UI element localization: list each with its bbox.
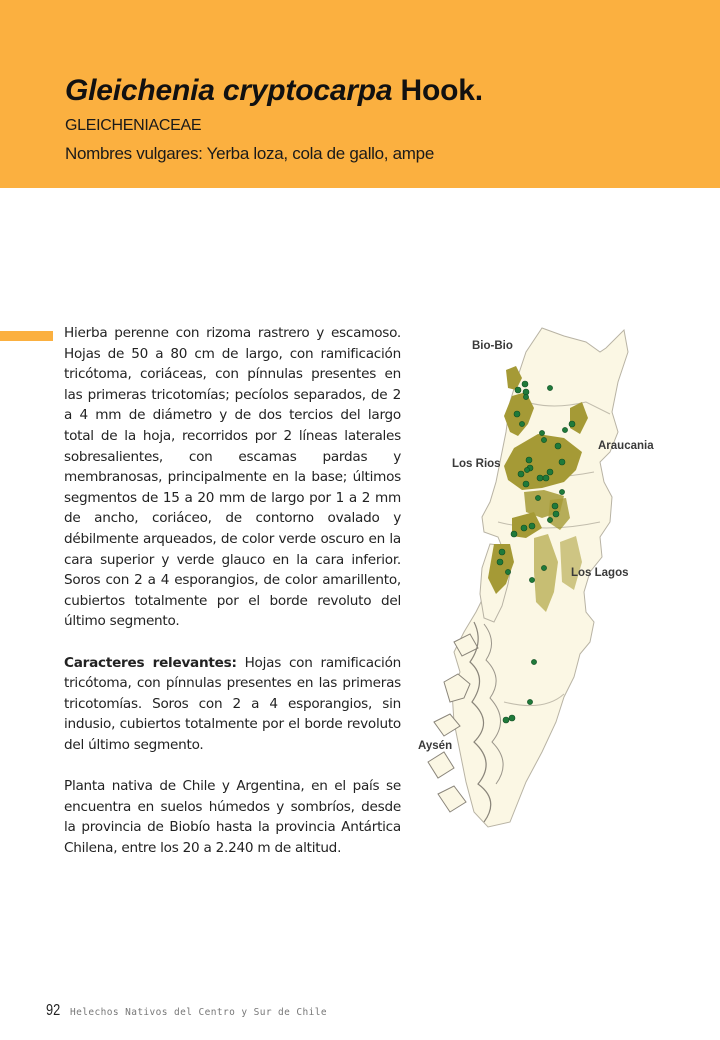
scientific-name: Gleichenia cryptocarpa bbox=[65, 74, 393, 107]
page-number: 92 bbox=[46, 1002, 61, 1019]
map-label-bio-bio: Bio-Bio bbox=[472, 340, 513, 352]
map-label-araucania: Araucania bbox=[598, 440, 654, 452]
page-footer bbox=[46, 1002, 327, 1020]
common-names: Nombres vulgares: Yerba loza, cola de gallo, ampe bbox=[65, 144, 434, 163]
title-banner bbox=[0, 0, 720, 188]
distribution-map bbox=[414, 322, 654, 832]
author-abbreviation: Hook. bbox=[400, 74, 483, 107]
species-description bbox=[64, 323, 401, 879]
map-label-aysen: Aysén bbox=[418, 740, 453, 752]
description-paragraph: Hierba perenne con rizoma rastrero y escamoso. Hojas de 50 a 80 cm de largo, con ramificación tricótoma, coriáceas, con pínnulas presentes en las primeras tricotomías; pecíolos separados, de 2 a 4 mm de diámetro y de dos tercios del largo total de la hoja, recorridos por 2 líneas laterales sobresalientes, con escamas pardas y membranosas, principalmente en la base; últimos segmentos de 15 a 20 mm de largo por 1 a 2 mm de ancho, coriáceo, de contorno ovalado y débilmente arqueados, de color verde oscuro en la cara superior y verde glauco en la cara inferior. Soros con 2 a 4 esporangios, de color amarillento, cubiertos totalmente por el borde revoluto del último segmento. bbox=[64, 325, 401, 630]
relevant-characters-paragraph bbox=[64, 653, 401, 756]
map-label-los-rios: Los Rios bbox=[452, 458, 501, 470]
distribution-paragraph: Planta nativa de Chile y Argentina, en el país se encuentra en suelos húmedos y sombríos, desde la provincia de Biobío hasta la provincia Antártica Chilena, entre los 20 a 2.240 m de altitud. bbox=[64, 778, 401, 856]
map-label-los-lagos: Los Lagos bbox=[571, 567, 629, 579]
relevant-characters-label: Caracteres relevantes: bbox=[64, 654, 237, 671]
relevant-characters-text: Hojas con ramificación tricótoma, con pínnulas presentes en las primeras tricotomías. Soros con 2 a 4 esporangios, sin indusio, cubiertos totalmente por el borde revoluto del último segmento. bbox=[64, 654, 401, 753]
family-name: GLEICHENIACEAE bbox=[65, 117, 202, 134]
species-title bbox=[65, 74, 483, 108]
section-marker bbox=[0, 331, 53, 341]
running-title: Helechos Nativos del Centro y Sur de Chile bbox=[70, 1007, 328, 1018]
